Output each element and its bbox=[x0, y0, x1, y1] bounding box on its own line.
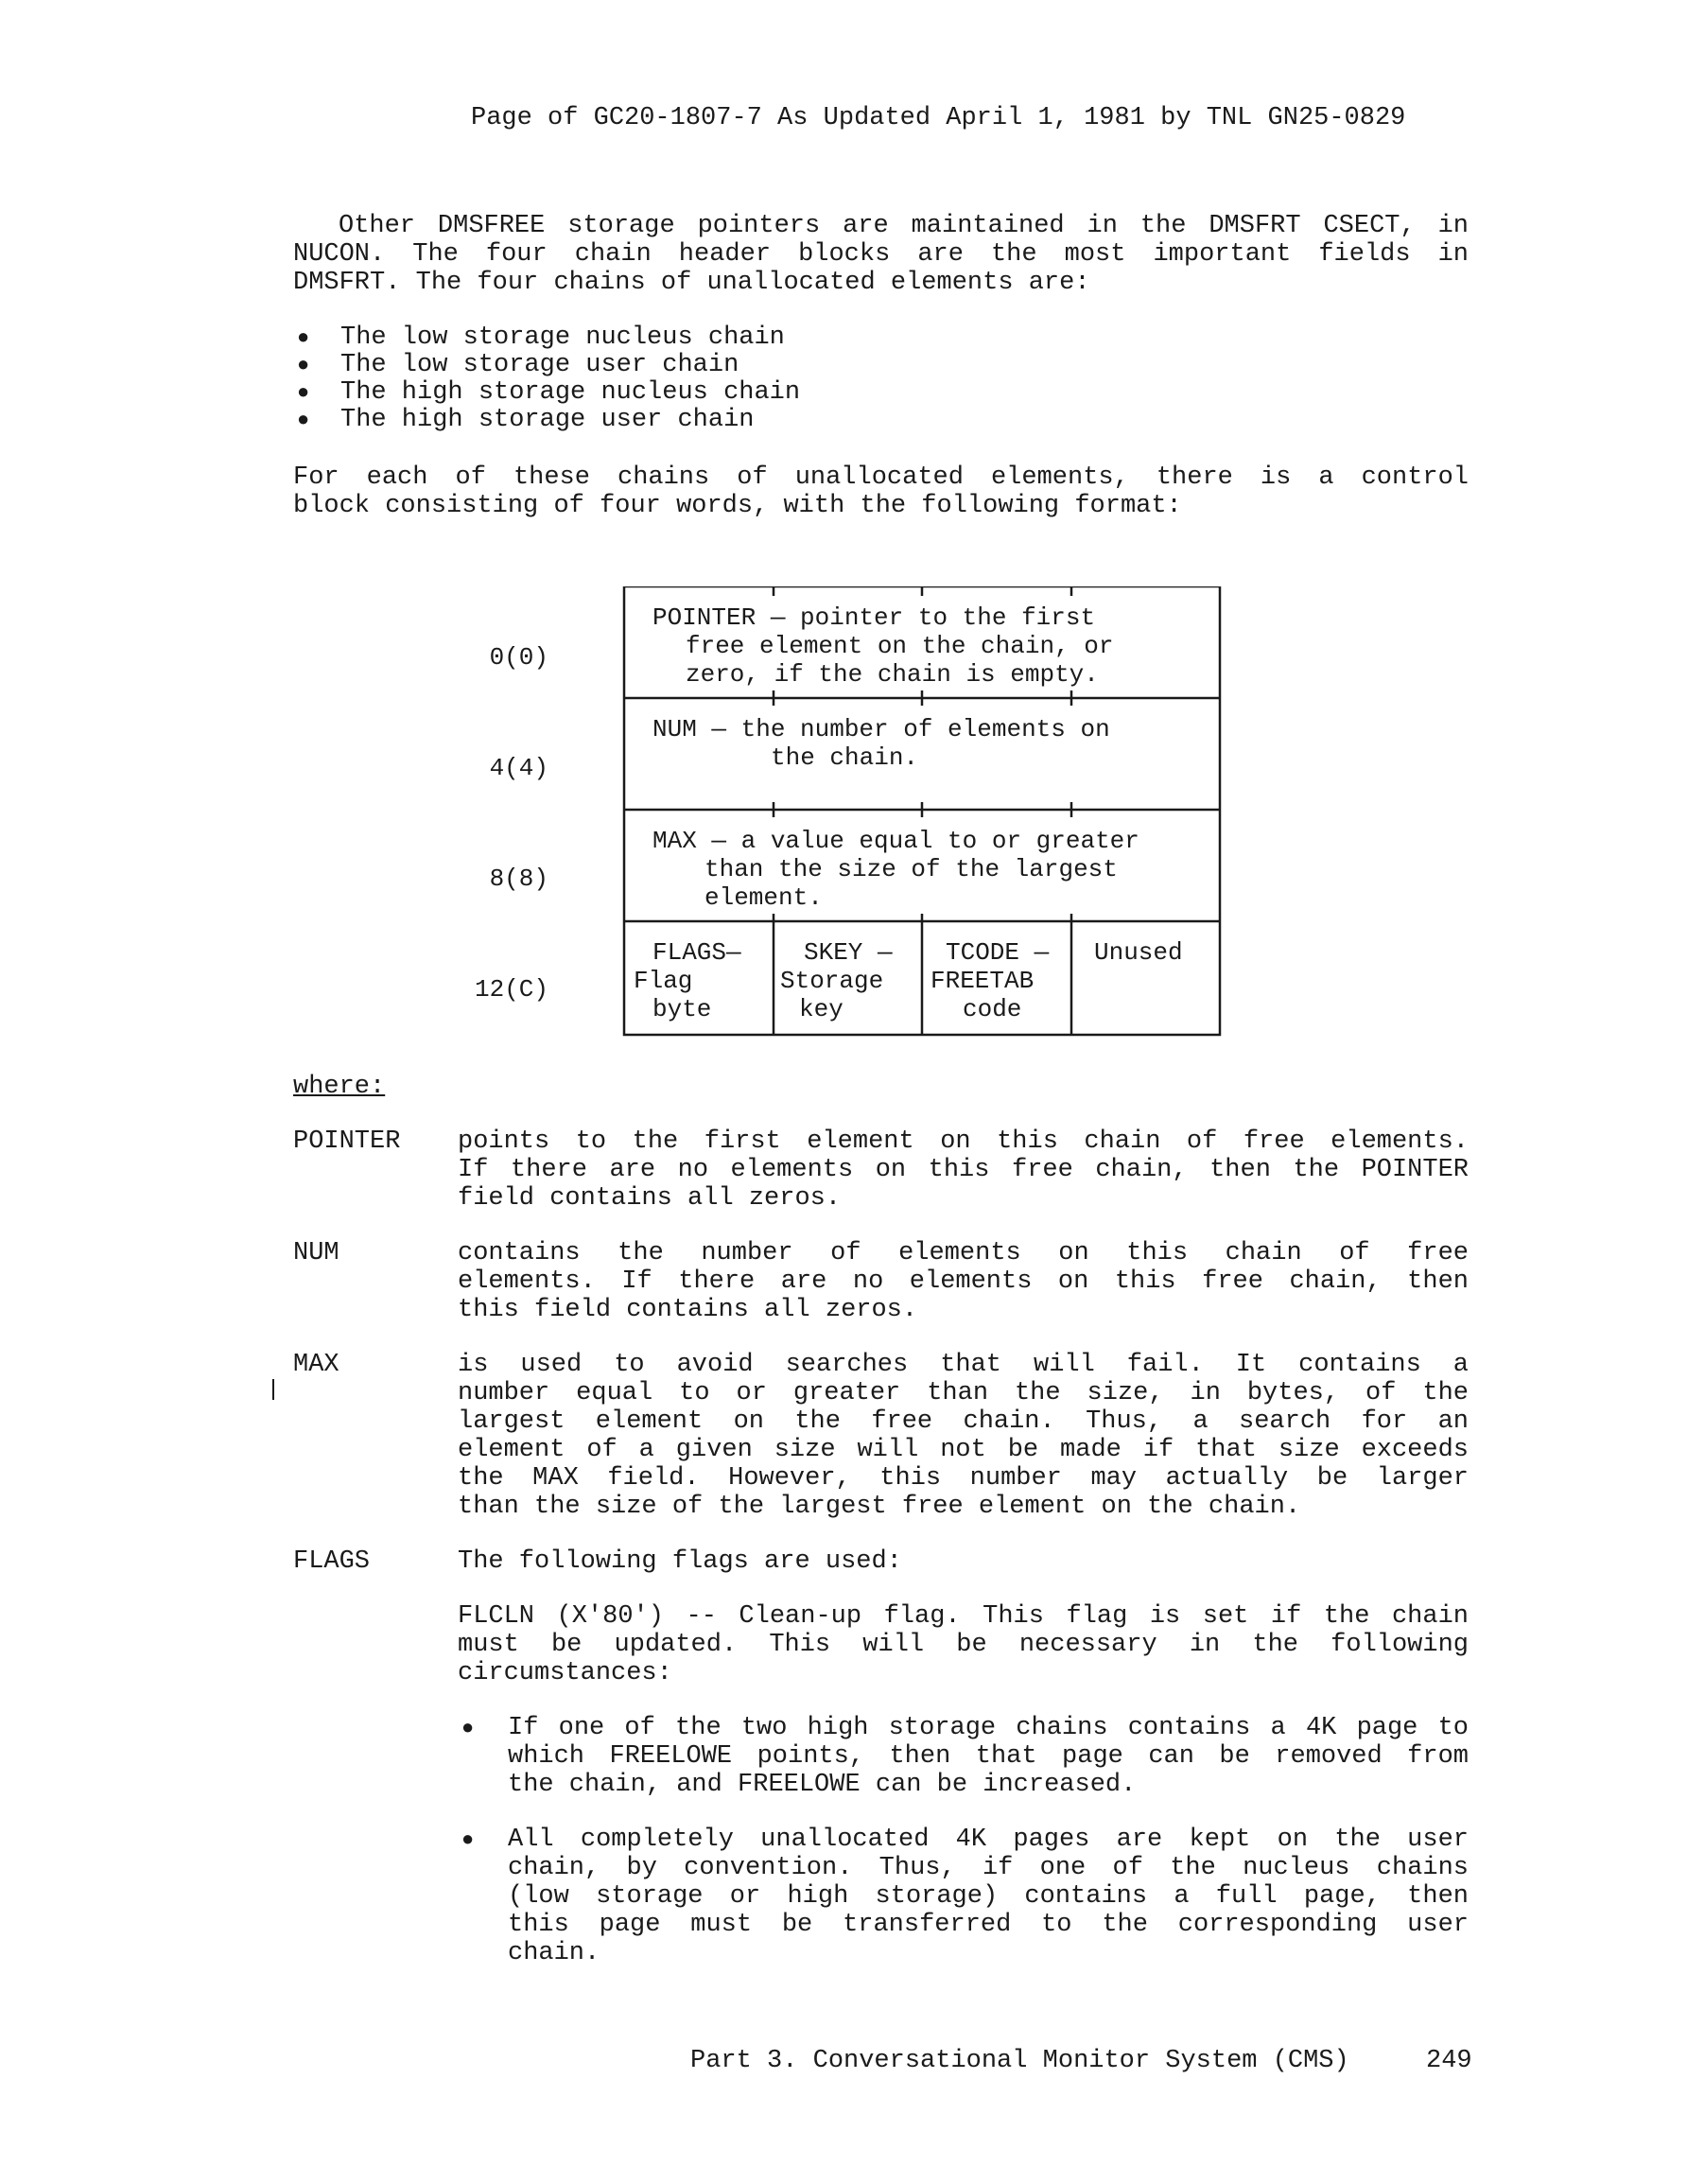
def-num-line: this field contains all zeros. bbox=[458, 1296, 918, 1324]
num-field-line-1: NUM — the number of elements on bbox=[652, 715, 1110, 743]
revision-bar bbox=[272, 1379, 274, 1400]
bullet-icon: ● bbox=[297, 409, 310, 432]
def-pointer-line: If there are no elements on this free chain, then the POINTER bbox=[458, 1156, 1469, 1184]
flags-bullet-1-line: If one of the two high storage chains contains a 4K page to bbox=[508, 1714, 1469, 1742]
bullet-icon: ● bbox=[297, 381, 310, 405]
num-field-line-2: the chain. bbox=[771, 743, 919, 772]
def-num-line: elements. If there are no elements on this free chain, then bbox=[458, 1267, 1469, 1296]
where-label: where: bbox=[293, 1073, 386, 1101]
skey-field-line-2: Storage bbox=[780, 967, 884, 995]
def-pointer-line: field contains all zeros. bbox=[458, 1184, 842, 1213]
def-max-line: number equal to or greater than the size, in bytes, of the bbox=[458, 1379, 1469, 1407]
flcln-line: FLCLN (X'80') -- Clean-up flag. This flag is set if the chain bbox=[458, 1602, 1469, 1631]
format-line-1: For each of these chains of unallocated elements, there is a control bbox=[293, 463, 1469, 492]
skey-field-line-3: key bbox=[799, 995, 844, 1023]
pointer-field-line-3: zero, if the chain is empty. bbox=[686, 660, 1099, 689]
offset-12: 12(C) bbox=[474, 975, 548, 1004]
max-field-line-3: element. bbox=[704, 883, 823, 912]
offset-0: 0(0) bbox=[489, 643, 548, 672]
offset-8: 8(8) bbox=[489, 865, 548, 893]
pointer-field-line-1: POINTER — pointer to the first bbox=[652, 603, 1096, 632]
flags-field-line-2: Flag bbox=[634, 967, 693, 995]
bullet-icon: ● bbox=[297, 326, 310, 350]
pointer-field-line-2: free element on the chain, or bbox=[686, 632, 1114, 660]
intro-line-2: NUCON. The four chain header blocks are the most important fields in bbox=[293, 240, 1469, 269]
def-max-line: than the size of the largest free element on the chain. bbox=[458, 1493, 1301, 1521]
def-flags-intro: The following flags are used: bbox=[458, 1547, 902, 1576]
term-pointer: POINTER bbox=[293, 1127, 401, 1156]
bullet-icon: ● bbox=[297, 354, 310, 377]
flags-bullet-2-line: chain. bbox=[508, 1939, 600, 1967]
max-field-line-1: MAX — a value equal to or greater bbox=[652, 827, 1139, 855]
def-max-line: is used to avoid searches that will fail. It contains a bbox=[458, 1351, 1469, 1379]
def-max-line: largest element on the free chain. Thus, a search for an bbox=[458, 1407, 1469, 1436]
flags-bullet-2-line: All completely unallocated 4K pages are kept on the user bbox=[508, 1826, 1469, 1854]
flags-bullet-1-line: the chain, and FREELOWE can be increased. bbox=[508, 1771, 1137, 1799]
intro-line-1: Other DMSFREE storage pointers are maintained in the DMSFRT CSECT, in bbox=[339, 212, 1469, 240]
flags-field-line-3: byte bbox=[652, 995, 712, 1023]
format-line-2: block consisting of four words, with the following format: bbox=[293, 492, 1182, 520]
flags-field-line-1: FLAGS— bbox=[652, 938, 741, 967]
footer-title: Part 3. Conversational Monitor System (CMS) bbox=[690, 2047, 1349, 2075]
tcode-field-line-1: TCODE — bbox=[946, 938, 1050, 967]
bullet-icon: ● bbox=[461, 1717, 475, 1740]
term-flags: FLAGS bbox=[293, 1547, 371, 1576]
def-max-line: the MAX field. However, this number may actually be larger bbox=[458, 1464, 1469, 1493]
def-num-line: contains the number of elements on this chain of free bbox=[458, 1239, 1469, 1267]
running-header: Page of GC20-1807-7 As Updated April 1, 1981 by TNL GN25-0829 bbox=[471, 104, 1406, 132]
def-max-line: element of a given size will not be made if that size exceeds bbox=[458, 1436, 1469, 1464]
flags-bullet-1-line: which FREELOWE points, then that page can be removed from bbox=[508, 1742, 1469, 1771]
flcln-line: must be updated. This will be necessary in the following bbox=[458, 1631, 1469, 1659]
intro-line-3: DMSFRT. The four chains of unallocated elements are: bbox=[293, 269, 1090, 297]
control-block-diagram bbox=[548, 586, 1226, 1040]
def-pointer-line: points to the first element on this chain of free elements. bbox=[458, 1127, 1469, 1156]
chain-item: The high storage nucleus chain bbox=[340, 378, 801, 407]
flags-bullet-2-line: chain, by convention. Thus, if one of the nucleus chains bbox=[508, 1854, 1469, 1882]
skey-field-line-1: SKEY — bbox=[804, 938, 893, 967]
tcode-field-line-3: code bbox=[963, 995, 1022, 1023]
flags-bullet-2-line: (low storage or high storage) contains a full page, then bbox=[508, 1882, 1469, 1911]
chain-item: The high storage user chain bbox=[340, 406, 755, 434]
bullet-icon: ● bbox=[461, 1828, 475, 1852]
max-field-line-2: than the size of the largest bbox=[704, 855, 1118, 883]
unused-field: Unused bbox=[1094, 938, 1183, 967]
flags-bullet-2-line: this page must be transferred to the corresponding user bbox=[508, 1911, 1469, 1939]
chain-item: The low storage user chain bbox=[340, 351, 739, 379]
chain-item: The low storage nucleus chain bbox=[340, 323, 785, 352]
term-max: MAX bbox=[293, 1351, 339, 1379]
tcode-field-line-2: FREETAB bbox=[930, 967, 1035, 995]
offset-4: 4(4) bbox=[489, 754, 548, 782]
term-num: NUM bbox=[293, 1239, 339, 1267]
flcln-line: circumstances: bbox=[458, 1659, 672, 1687]
page-number: 249 bbox=[1426, 2047, 1472, 2075]
